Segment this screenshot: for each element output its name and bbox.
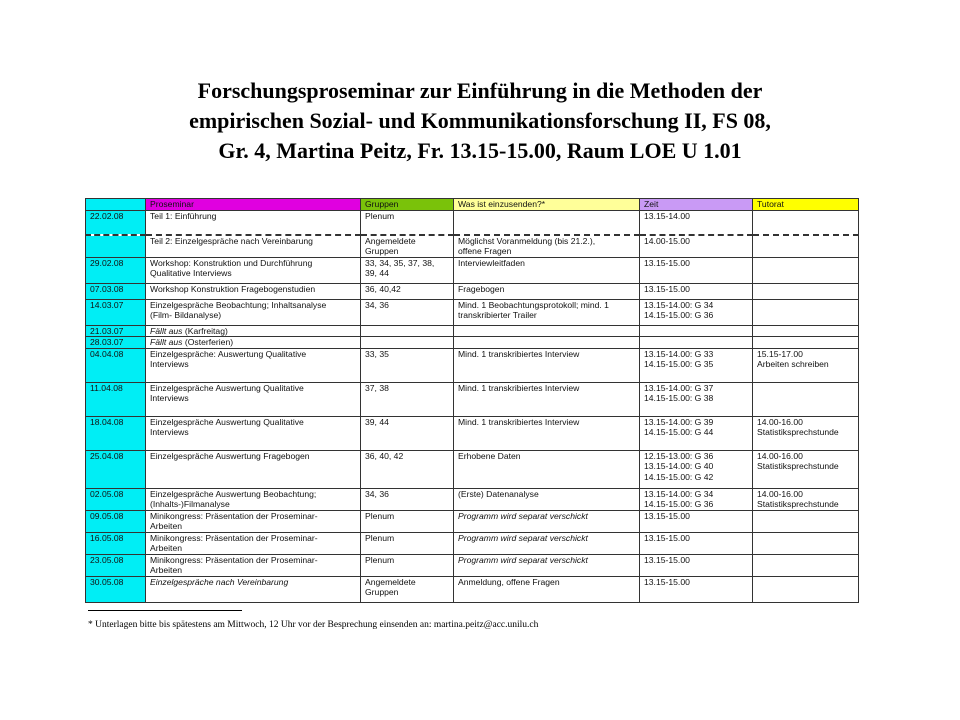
date-cell [86, 450, 146, 488]
date-cell [86, 325, 146, 337]
einzusenden-line-1: Fragebogen [458, 283, 505, 294]
zeit-line-1: 13.15-15.00 [644, 532, 690, 543]
einzusenden-cell [454, 257, 640, 283]
date-text: 04.04.08 [90, 348, 124, 359]
table-header-row [86, 199, 859, 211]
gruppen-line-1: 36, 40,42 [365, 283, 401, 294]
schedule-table [85, 198, 859, 603]
einzusenden-line-1: Interviewleitfaden [458, 257, 525, 268]
einzusenden-cell [454, 283, 640, 299]
einzusenden-italic-text: Programm wird separat verschickt [458, 532, 588, 543]
proseminar-cell [146, 488, 361, 510]
einzusenden-line-1: Möglichst Voranmeldung (bis 21.2.), [458, 235, 596, 246]
tutorat-cell [753, 348, 859, 382]
header-date [86, 199, 146, 211]
zeit-cell [640, 576, 753, 602]
einzusenden-line-1: Mind. 1 transkribiertes Interview [458, 382, 580, 393]
gruppen-line-1: 34, 36 [365, 299, 389, 310]
proseminar-line-2: Qualitative Interviews [150, 268, 232, 278]
einzusenden-cell [454, 554, 640, 576]
header-tutorat: Tutorat [753, 199, 859, 211]
gruppen-line-1: 37, 38 [365, 382, 389, 393]
zeit-line-1: 14.00-15.00 [644, 235, 690, 246]
table-row [86, 450, 859, 488]
date-text: 29.02.08 [90, 257, 124, 268]
tutorat-line-2: Statistiksprechstunde [757, 499, 839, 509]
proseminar-cell [146, 554, 361, 576]
gruppen-line-2: Gruppen [365, 587, 399, 597]
proseminar-line-1: Teil 2: Einzelgespräche nach Vereinbarung [150, 235, 313, 246]
zeit-cell [640, 257, 753, 283]
date-cell [86, 257, 146, 283]
zeit-cell [640, 382, 753, 416]
zeit-cell [640, 416, 753, 450]
tutorat-line-2: Statistiksprechstunde [757, 461, 839, 471]
einzusenden-line-1: Mind. 1 transkribiertes Interview [458, 416, 580, 427]
zeit-line-2: 14.15-15.00: G 36 [644, 310, 714, 320]
gruppen-line-1: 39, 44 [365, 416, 389, 427]
date-text: 22.02.08 [90, 211, 124, 221]
gruppen-cell [361, 416, 454, 450]
title-line-1: Forschungsproseminar zur Einführung in die Methoden der [197, 78, 763, 103]
gruppen-cell [361, 211, 454, 235]
proseminar-line-2: (Film- Bildanalyse) [150, 310, 222, 320]
einzusenden-cell [454, 325, 640, 337]
header-zeit: Zeit [640, 199, 753, 211]
proseminar-line-1: Minikongress: Präsentation der Proseminar- [150, 510, 318, 521]
gruppen-cell [361, 576, 454, 602]
zeit-line-1: 13.15-14.00: G 34 [644, 488, 714, 499]
gruppen-line-1: 33, 35 [365, 348, 389, 359]
proseminar-line-2: (Inhalts-)Filmanalyse [150, 499, 230, 509]
date-text: 30.05.08 [90, 576, 124, 587]
tutorat-cell [753, 510, 859, 532]
proseminar-line-2: Interviews [150, 393, 189, 403]
zeit-line-1: 13.15-15.00 [644, 576, 690, 587]
date-cell [86, 416, 146, 450]
proseminar-italic-text: Einzelgespräche nach Vereinbarung [150, 576, 289, 587]
tutorat-cell [753, 337, 859, 349]
gruppen-line-1: 33, 34, 35, 37, 38, [365, 257, 435, 268]
table-row [86, 235, 859, 258]
zeit-cell [640, 283, 753, 299]
title-line-3: Gr. 4, Martina Peitz, Fr. 13.15-15.00, Raum LOE U 1.01 [218, 138, 742, 163]
proseminar-line-2: Arbeiten [150, 565, 183, 575]
tutorat-line-1: 14.00-16.00 [757, 416, 803, 427]
proseminar-text: (Karfreitag) [182, 325, 228, 336]
proseminar-cell [146, 382, 361, 416]
tutorat-line-1: 15.15-17.00 [757, 348, 803, 359]
table-row [86, 416, 859, 450]
gruppen-cell [361, 510, 454, 532]
gruppen-line-1: Plenum [365, 510, 395, 521]
tutorat-line-2: Statistiksprechstunde [757, 427, 839, 437]
proseminar-italic-text: Fällt aus [150, 337, 183, 347]
date-text: 11.04.08 [90, 382, 123, 393]
proseminar-line [150, 577, 356, 588]
einzusenden-line-2: transkribierter Trailer [458, 310, 537, 320]
date-text: 18.04.08 [90, 416, 124, 427]
zeit-line-1: 13.15-14.00: G 37 [644, 382, 714, 393]
date-cell [86, 235, 146, 258]
zeit-cell [640, 488, 753, 510]
zeit-line-3: 14.15-15.00: G 42 [644, 471, 714, 482]
tutorat-cell [753, 283, 859, 299]
proseminar-line-1: Einzelgespräche Auswertung Fragebogen [150, 450, 310, 461]
gruppen-line-2: 39, 44 [365, 268, 389, 278]
proseminar-cell [146, 211, 361, 235]
tutorat-cell [753, 299, 859, 325]
date-text: 16.05.08 [90, 532, 124, 543]
proseminar-cell [146, 325, 361, 337]
date-cell [86, 554, 146, 576]
proseminar-line-1: Workshop Konstruktion Fragebogenstudien [150, 283, 316, 294]
tutorat-cell [753, 325, 859, 337]
table-row [86, 532, 859, 554]
einzusenden-line-1: Erhobene Daten [458, 450, 521, 461]
einzusenden-cell [454, 576, 640, 602]
einzusenden-cell [454, 416, 640, 450]
proseminar-line-2: Arbeiten [150, 521, 183, 531]
einzusenden-line-1: Anmeldung, offene Fragen [458, 576, 560, 587]
proseminar-cell [146, 283, 361, 299]
proseminar-line-1: Workshop: Konstruktion und Durchführung [150, 257, 313, 268]
proseminar-cell [146, 235, 361, 258]
zeit-line-1: 13.15-15.00 [644, 283, 690, 294]
table-row [86, 576, 859, 602]
footnote: * Unterlagen bitte bis spätestens am Mittwoch, 12 Uhr vor der Besprechung einsenden an: martina.peitz@acc.unilu.ch [88, 620, 539, 630]
proseminar-line-1: Einzelgespräche Auswertung Beobachtung; [150, 488, 317, 499]
tutorat-cell [753, 488, 859, 510]
proseminar-line-1: Minikongress: Präsentation der Proseminar- [150, 532, 318, 543]
proseminar-cell [146, 576, 361, 602]
zeit-line-1: 13.15-14.00: G 39 [644, 416, 714, 427]
proseminar-line [150, 337, 356, 348]
proseminar-italic-text: Fällt aus [150, 325, 183, 336]
date-cell [86, 488, 146, 510]
einzusenden-cell [454, 299, 640, 325]
einzusenden-cell [454, 235, 640, 258]
tutorat-cell [753, 382, 859, 416]
zeit-cell [640, 532, 753, 554]
date-text: 09.05.08 [90, 510, 124, 521]
date-cell [86, 510, 146, 532]
gruppen-cell [361, 450, 454, 488]
zeit-line-1: 13.15-14.00 [644, 211, 690, 221]
proseminar-cell [146, 337, 361, 349]
zeit-line-2: 14.15-15.00: G 35 [644, 359, 714, 369]
date-text: 14.03.07 [90, 299, 124, 310]
zeit-cell [640, 299, 753, 325]
zeit-line-1: 13.15-15.00 [644, 554, 690, 565]
zeit-line-1: 13.15-15.00 [644, 510, 690, 521]
einzusenden-cell [454, 382, 640, 416]
einzusenden-italic-text: Programm wird separat verschickt [458, 510, 588, 521]
tutorat-cell [753, 257, 859, 283]
tutorat-cell [753, 532, 859, 554]
gruppen-cell [361, 488, 454, 510]
zeit-cell [640, 337, 753, 349]
table-row [86, 554, 859, 576]
tutorat-line-1: 14.00-16.00 [757, 488, 803, 499]
date-cell [86, 532, 146, 554]
gruppen-cell [361, 257, 454, 283]
date-cell [86, 283, 146, 299]
proseminar-line-1: Einzelgespräche Beobachtung; Inhaltsanalyse [150, 299, 327, 310]
gruppen-line-1: Angemeldete [365, 576, 416, 587]
proseminar-cell [146, 450, 361, 488]
date-text: 02.05.08 [90, 488, 124, 499]
proseminar-cell [146, 257, 361, 283]
zeit-line-2: 14.15-15.00: G 36 [644, 499, 714, 509]
table-row [86, 325, 859, 337]
tutorat-cell [753, 576, 859, 602]
einzusenden-line-1: (Erste) Datenanalyse [458, 488, 539, 499]
zeit-line-1: 13.15-15.00 [644, 257, 690, 268]
zeit-line-2: 13.15-14.00: G 40 [644, 461, 714, 471]
gruppen-cell [361, 235, 454, 258]
zeit-line-1: 13.15-14.00: G 34 [644, 299, 714, 310]
einzusenden-line-1: Mind. 1 transkribiertes Interview [458, 348, 580, 359]
zeit-line-1: 12.15-13.00: G 36 [644, 450, 714, 461]
date-cell [86, 576, 146, 602]
proseminar-cell [146, 532, 361, 554]
proseminar-cell [146, 416, 361, 450]
date-cell [86, 382, 146, 416]
einzusenden-cell [454, 348, 640, 382]
tutorat-cell [753, 235, 859, 258]
proseminar-line-2: Interviews [150, 427, 189, 437]
date-text: 25.04.08 [90, 450, 124, 461]
gruppen-cell [361, 337, 454, 349]
zeit-cell [640, 325, 753, 337]
proseminar-line-1: Einzelgespräche Auswertung Qualitative [150, 382, 304, 393]
tutorat-line-1: 14.00-16.00 [757, 450, 803, 461]
proseminar-line-1: Einzelgespräche: Auswertung Qualitative [150, 348, 307, 359]
table-row [86, 299, 859, 325]
gruppen-line-1: 36, 40, 42 [365, 450, 404, 461]
tutorat-cell [753, 450, 859, 488]
zeit-cell [640, 211, 753, 235]
date-cell [86, 211, 146, 235]
proseminar-text: (Osterferien) [182, 337, 234, 347]
tutorat-cell [753, 554, 859, 576]
zeit-cell [640, 348, 753, 382]
gruppen-line-1: 34, 36 [365, 488, 389, 499]
einzusenden-cell [454, 211, 640, 235]
header-proseminar: Proseminar [146, 199, 361, 211]
header-was-einzusenden: Was ist einzusenden?* [454, 199, 640, 211]
table-row [86, 337, 859, 349]
einzusenden-cell [454, 337, 640, 349]
gruppen-cell [361, 299, 454, 325]
date-text: 21.03.07 [90, 325, 124, 336]
title-line-2: empirischen Sozial- und Kommunikationsforschung II, FS 08, [189, 108, 771, 133]
page-title [0, 76, 960, 166]
table-row [86, 211, 859, 235]
proseminar-line [150, 326, 356, 337]
date-cell [86, 299, 146, 325]
date-text: 07.03.08 [90, 283, 124, 294]
zeit-cell [640, 510, 753, 532]
header-gruppen: Gruppen [361, 199, 454, 211]
proseminar-line-1: Einzelgespräche Auswertung Qualitative [150, 416, 304, 427]
proseminar-line-1: Minikongress: Präsentation der Proseminar- [150, 554, 318, 565]
proseminar-line-2: Interviews [150, 359, 189, 369]
date-text: 23.05.08 [90, 554, 124, 565]
tutorat-line-2: Arbeiten schreiben [757, 359, 829, 369]
einzusenden-cell [454, 450, 640, 488]
date-cell [86, 348, 146, 382]
table-row [86, 382, 859, 416]
zeit-line-2: 14.15-15.00: G 44 [644, 427, 714, 437]
tutorat-cell [753, 211, 859, 235]
table-row [86, 348, 859, 382]
zeit-line-1: 13.15-14.00: G 33 [644, 348, 714, 359]
einzusenden-line-1: Mind. 1 Beobachtungsprotokoll; mind. 1 [458, 299, 609, 310]
gruppen-line-2: Gruppen [365, 246, 399, 256]
zeit-cell [640, 235, 753, 258]
table-row [86, 283, 859, 299]
einzusenden-line-2: offene Fragen [458, 246, 512, 256]
einzusenden-cell [454, 532, 640, 554]
gruppen-line-1: Plenum [365, 211, 395, 221]
footnote-rule [88, 610, 242, 611]
proseminar-cell [146, 348, 361, 382]
proseminar-cell [146, 510, 361, 532]
table-row [86, 257, 859, 283]
gruppen-cell [361, 348, 454, 382]
proseminar-line-2: Arbeiten [150, 543, 183, 553]
table-row [86, 488, 859, 510]
einzusenden-cell [454, 510, 640, 532]
table-row [86, 510, 859, 532]
gruppen-cell [361, 382, 454, 416]
zeit-cell [640, 554, 753, 576]
proseminar-line-1: Teil 1: Einführung [150, 211, 217, 221]
date-text: 28.03.07 [90, 337, 124, 347]
gruppen-cell [361, 532, 454, 554]
einzusenden-cell [454, 488, 640, 510]
einzusenden-italic-text: Programm wird separat verschickt [458, 554, 588, 565]
zeit-line-2: 14.15-15.00: G 38 [644, 393, 714, 403]
tutorat-cell [753, 416, 859, 450]
gruppen-cell [361, 283, 454, 299]
gruppen-line-1: Angemeldete [365, 235, 416, 246]
gruppen-cell [361, 554, 454, 576]
zeit-cell [640, 450, 753, 488]
gruppen-cell [361, 325, 454, 337]
date-cell [86, 337, 146, 349]
gruppen-line-1: Plenum [365, 554, 395, 565]
proseminar-cell [146, 299, 361, 325]
gruppen-line-1: Plenum [365, 532, 395, 543]
